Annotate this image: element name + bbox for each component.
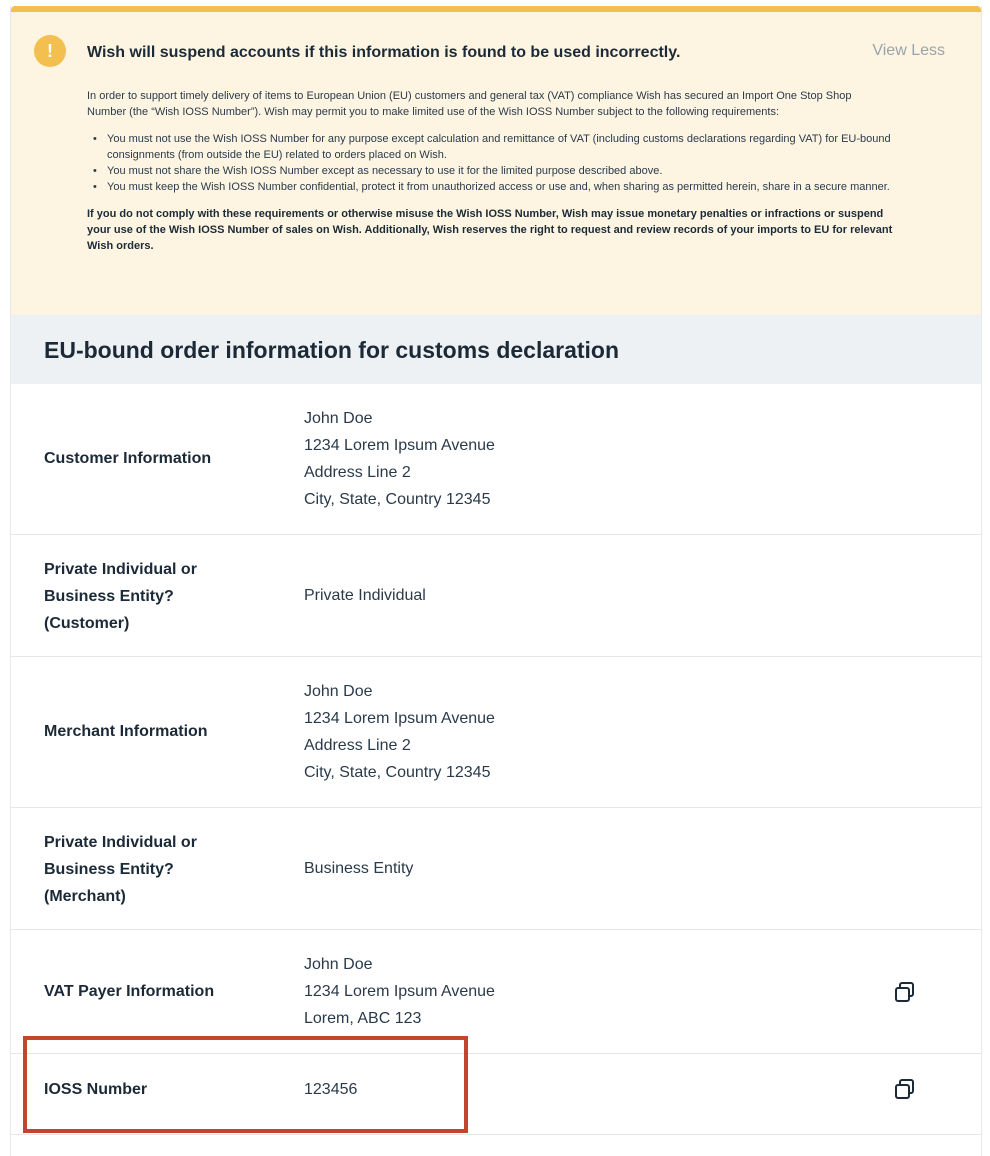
view-less-link[interactable]: View Less	[872, 42, 945, 59]
label-line: Private Individual or	[44, 561, 197, 578]
customer-address	[304, 405, 495, 513]
warning-banner	[11, 12, 981, 315]
address-line: City, State, Country 12345	[304, 764, 491, 781]
copy-icon[interactable]	[894, 1078, 916, 1100]
requirement-item: • You must not use the Wish IOSS Number for any purpose except calculation and remittance of VAT (including customs declarations regarding VAT) for EU-bound consignments (from outside the EU) related to orders placed on Wish.	[107, 131, 893, 163]
requirement-item: • You must not share the Wish IOSS Number except as necessary to use it for the limited purpose described above.	[107, 163, 893, 179]
row-merchant-information	[11, 657, 981, 808]
address-line: 1234 Lorem Ipsum Avenue	[304, 710, 495, 727]
exclamation-icon: !	[34, 35, 66, 67]
label-line: Business Entity?	[44, 861, 174, 878]
section-title: EU-bound order information for customs declaration	[44, 337, 620, 363]
address-line: 1234 Lorem Ipsum Avenue	[304, 983, 495, 1000]
address-line: Lorem, ABC 123	[304, 1010, 422, 1027]
label-line: Business Entity?	[44, 588, 174, 605]
ioss-number-value: 123456	[304, 1081, 358, 1098]
row-merchant-entity-type	[11, 808, 981, 930]
row-label: Merchant Information	[44, 723, 208, 740]
row-label: IOSS Number	[44, 1081, 148, 1098]
address-line: John Doe	[304, 956, 373, 973]
address-line: John Doe	[304, 410, 373, 427]
row-label	[44, 556, 244, 637]
merchant-address	[304, 678, 495, 786]
requirement-item: • You must keep the Wish IOSS Number confidential, protect it from unauthorized access or use and, when sharing as permitted herein, share in a secure manner.	[107, 179, 893, 195]
requirements-list	[87, 131, 893, 195]
banner-warning: If you do not comply with these requirements or otherwise misuse the Wish IOSS Number, Wish may issue monetary penalties or infractions or suspend your use of the Wish IOSS Number of sales on Wish. Additionally, Wish reserves the right to request and review records of your imports to EU for relevant Wish orders.	[87, 208, 893, 252]
banner-intro: In order to support timely delivery of items to European Union (EU) customers and general tax (VAT) compliance Wish has secured an Import One Stop Shop Number (the “Wish IOSS Number”). Wish may permit you to make limited use of the Wish IOSS Number subject to the following requirements:	[87, 90, 852, 118]
row-label	[44, 829, 244, 910]
address-line: Address Line 2	[304, 464, 411, 481]
address-line: City, State, Country 12345	[304, 491, 491, 508]
ioss-highlight-box	[23, 1036, 468, 1133]
label-line: Private Individual or	[44, 834, 197, 851]
row-label: VAT Payer Information	[44, 983, 215, 1000]
label-line: (Merchant)	[44, 888, 126, 905]
section-header	[11, 315, 981, 384]
row-label: Customer Information	[44, 450, 212, 467]
label-line: (Customer)	[44, 615, 130, 632]
banner-title: Wish will suspend accounts if this information is found to be used incorrectly.	[87, 44, 681, 61]
customs-info-card	[10, 6, 982, 1156]
customer-entity-value: Private Individual	[304, 587, 426, 604]
address-line: 1234 Lorem Ipsum Avenue	[304, 437, 495, 454]
banner-body	[87, 88, 893, 254]
address-line: Address Line 2	[304, 737, 411, 754]
row-customer-information	[11, 384, 981, 535]
row-customer-entity-type	[11, 535, 981, 657]
address-line: John Doe	[304, 683, 373, 700]
merchant-entity-value: Business Entity	[304, 860, 414, 877]
copy-icon[interactable]	[894, 981, 916, 1003]
vat-payer-address	[304, 951, 495, 1032]
